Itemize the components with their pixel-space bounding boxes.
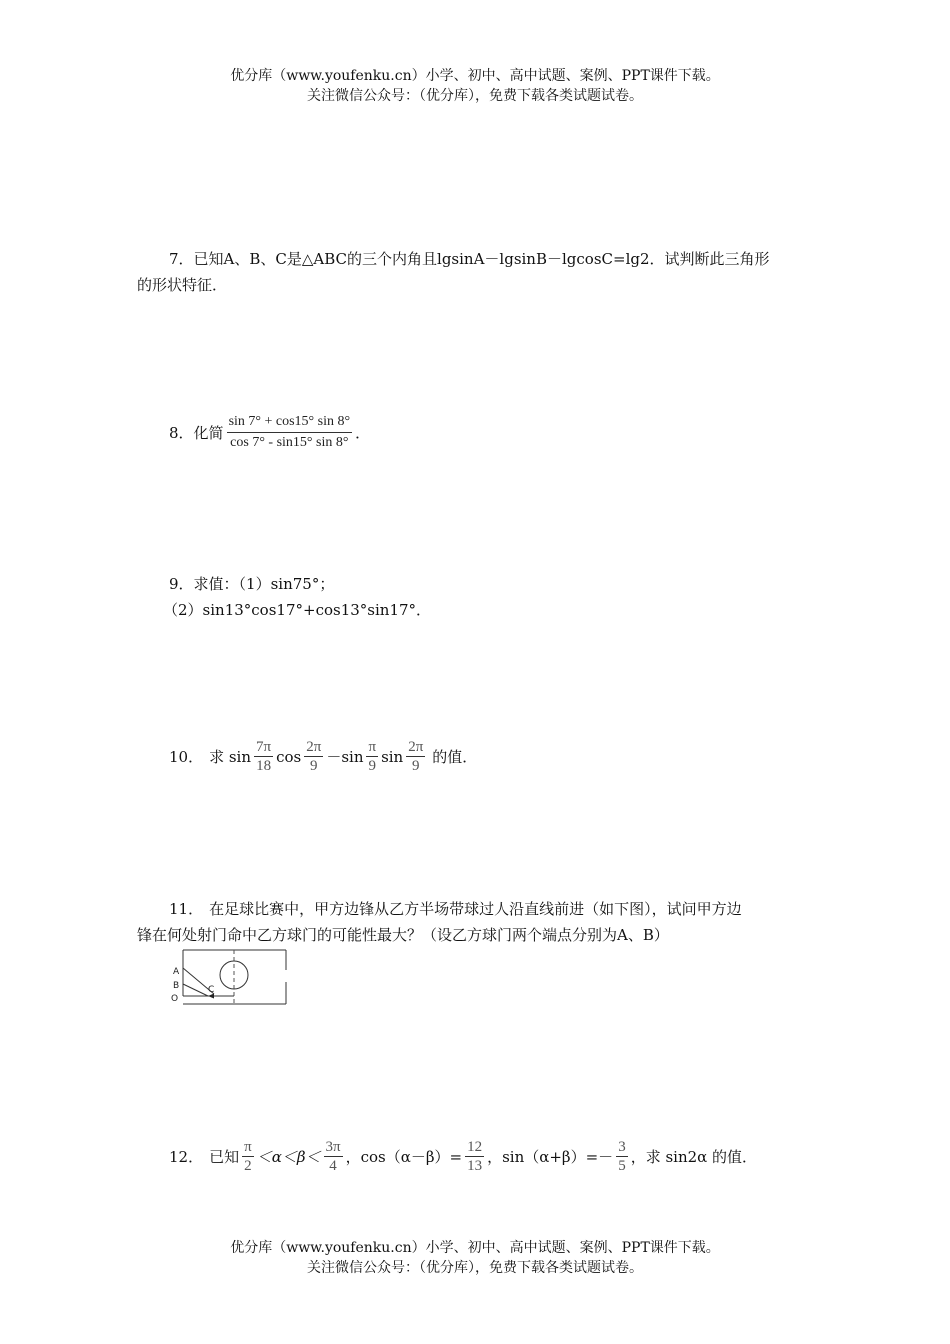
header-line-1: 优分库（www.youfenku.cn）小学、初中、高中试题、案例、PPT课件下载。 — [230, 68, 720, 84]
q12-f2-numerator: 3π — [325, 1139, 341, 1155]
q10-fraction-3 — [366, 738, 378, 775]
q12-f4-denominator: 5 — [618, 1158, 626, 1174]
q10-f3-numerator: π — [368, 739, 377, 755]
q7-text: 已知A、B、C是△ABC的三个内角且lgsinA－lgsinB－lgcosC=lg2．试判断此三角形 — [193, 250, 770, 268]
page-footer — [0, 1238, 950, 1278]
q11-line-2: 锋在何处射门命中乙方球门的可能性最大？（设乙方球门两个端点分别为A、B） — [137, 926, 669, 944]
q12-f1-numerator: π — [244, 1139, 252, 1155]
q10-sin: sin — [381, 747, 404, 766]
question-8 — [137, 412, 849, 453]
footer-line-1: 优分库（www.youfenku.cn）小学、初中、高中试题、案例、PPT课件下载。 — [230, 1240, 720, 1256]
footer-line-2: 关注微信公众号：（优分库），免费下载各类试题试卷。 — [307, 1260, 643, 1276]
q11-number: 11． — [169, 900, 204, 918]
q12-fraction-2 — [324, 1138, 343, 1175]
q10-fraction-2 — [304, 738, 323, 775]
question-9 — [137, 571, 817, 623]
question-12 — [137, 1138, 849, 1175]
q12-number: 12． — [169, 1147, 204, 1166]
q12-lead: 已知 — [209, 1147, 240, 1166]
q12-f4-numerator: 3 — [618, 1139, 626, 1155]
q12-fraction-4 — [616, 1138, 628, 1175]
q12-fraction-3 — [465, 1138, 484, 1175]
q10-minus-sin: －sin — [326, 747, 364, 766]
page-header — [0, 66, 950, 106]
q12-cos-part: ，cos（α－β）= — [345, 1147, 463, 1166]
q10-f1-numerator: 7π — [256, 739, 272, 755]
q8-number: 8． — [169, 423, 194, 442]
q10-f3-denominator: 9 — [368, 758, 377, 774]
q7-text-continued: 的形状特征． — [137, 276, 228, 294]
q12-f1-denominator: 2 — [244, 1158, 252, 1174]
q12-fraction-1 — [242, 1138, 254, 1175]
q11-soccer-field-figure — [166, 948, 291, 1008]
q12-f2-denominator: 4 — [329, 1158, 337, 1174]
q10-cos: cos — [276, 747, 302, 766]
fig-label-a: A — [173, 967, 180, 977]
q12-f3-denominator: 13 — [467, 1158, 483, 1174]
q10-f2-denominator: 9 — [310, 758, 318, 774]
question-11 — [137, 896, 817, 948]
q9-number: 9． — [169, 575, 194, 593]
q8-end: ． — [355, 423, 371, 442]
q10-f1-denominator: 18 — [256, 758, 272, 774]
q10-f2-numerator: 2π — [306, 739, 322, 755]
q12-inequality: ＜α＜β＜ — [256, 1147, 321, 1166]
fig-label-c: C — [208, 985, 215, 995]
q11-line-1: 在足球比赛中，甲方边锋从乙方半场带球过人沿直线前进（如下图），试问甲方边 — [209, 900, 742, 918]
q10-fraction-1 — [254, 738, 273, 775]
fig-label-o: O — [171, 994, 179, 1004]
q12-end: ，求 sin2α 的值． — [630, 1147, 758, 1166]
q10-number: 10． — [169, 747, 204, 766]
q10-f4-numerator: 2π — [408, 739, 424, 755]
fig-label-b: B — [173, 981, 180, 991]
q10-fraction-4 — [406, 738, 425, 775]
q8-numerator: sin 7° + cos15° sin 8° — [228, 414, 351, 429]
q7-number: 7． — [169, 250, 194, 268]
q8-lead: 化简 — [193, 423, 224, 442]
q10-end: 的值． — [432, 747, 478, 766]
q12-f3-numerator: 12 — [467, 1139, 483, 1155]
q10-lead: 求 sin — [209, 747, 252, 766]
question-10 — [137, 738, 849, 775]
q10-f4-denominator: 9 — [412, 758, 420, 774]
question-7 — [137, 246, 817, 298]
q12-sin-part: ，sin（α+β）=－ — [487, 1147, 614, 1166]
q8-fraction — [227, 412, 353, 453]
q9-line-2: （2）sin13°cos17°+cos13°sin17°． — [163, 601, 432, 619]
header-line-2: 关注微信公众号：（优分库），免费下载各类试题试卷。 — [307, 88, 643, 104]
q8-denominator: cos 7° - sin15° sin 8° — [230, 435, 349, 450]
q9-line-1: 求值：（1）sin75°； — [193, 575, 335, 593]
